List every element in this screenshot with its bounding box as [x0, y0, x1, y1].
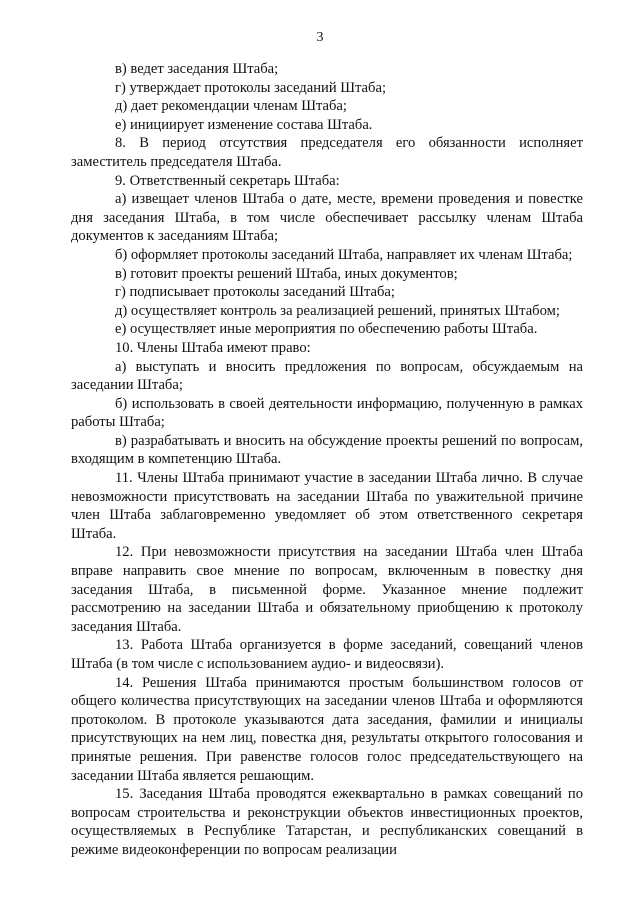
- paragraph-9-b: б) оформляет протоколы заседаний Штаба, направляет их членам Штаба;: [115, 246, 573, 263]
- paragraph-9-e: е) осуществляет иные мероприятия по обеспечению работы Штаба.: [115, 321, 538, 338]
- paragraph-9-a: а) извещает членов Штаба о дате, месте, времени проведения и повестке дня заседания Штаба, в том числе обеспечивает рассылку членам Штаба документов к заседаниям Штаба;: [71, 191, 583, 245]
- paragraph-14: 14. Решения Штаба принимаются простым большинством голосов от общего количества присутствующих на заседании членов Штаба и оформляются протоколом. В протоколе указываются дата заседания, фамилии и инициалы присутствующих на нем лиц, повестка дня, результаты открытого голосования и принятые решения. При равенстве голосов голос председательствующего на заседании Штаба является решающим.: [71, 674, 583, 784]
- paragraph-13: 13. Работа Штаба организуется в форме заседаний, совещаний членов Штаба (в том числе с использованием аудио- и видеосвязи).: [71, 637, 583, 672]
- paragraph-8: 8. В период отсутствия председателя его обязанности исполняет заместитель председателя Штаба.: [71, 135, 583, 170]
- document-body: [71, 60, 583, 860]
- paragraph-item-d: д) дает рекомендации членам Штаба;: [115, 98, 347, 115]
- paragraph-9: 9. Ответственный секретарь Штаба:: [115, 172, 340, 189]
- paragraph-item-g: г) утверждает протоколы заседаний Штаба;: [115, 79, 386, 96]
- paragraph-11: 11. Члены Штаба принимают участие в заседании Штаба лично. В случае невозможности присутствовать на заседании Штаба по уважительной причине член Штаба заблаговременно уведомляет об этом ответственного секретаря Штаба.: [71, 470, 583, 542]
- paragraph-12: 12. При невозможности присутствия на заседании Штаба член Штаба вправе направить свое мнение по вопросам, включенным в повестку дня заседания Штаба, в письменной форме. Указанное мнение подлежит рассмотрению на заседании Штаба и обязательному приобщению к протоколу заседания Штаба.: [71, 544, 583, 635]
- paragraph-9-d: д) осуществляет контроль за реализацией решений, принятых Штабом;: [115, 302, 560, 319]
- page-number: 3: [316, 30, 324, 45]
- paragraph-item-v: в) ведет заседания Штаба;: [115, 61, 279, 77]
- paragraph-15: 15. Заседания Штаба проводятся ежеквартально в рамках совещаний по вопросам строительства и реконструкции объектов инвестиционных проектов, осуществляемых в Республике Татарстан, и республиканских совещаний в режиме видеоконференции по вопросам реализации: [71, 786, 583, 858]
- paragraph-item-e: е) инициирует изменение состава Штаба.: [115, 116, 373, 133]
- paragraph-10-a: а) выступать и вносить предложения по вопросам, обсуждаемым на заседании Штаба;: [71, 358, 583, 394]
- paragraph-9-g: г) подписывает протоколы заседаний Штаба;: [115, 284, 395, 301]
- paragraph-10-v: в) разрабатывать и вносить на обсуждение проекты решений по вопросам, входящим в компетенцию Штаба.: [71, 432, 583, 468]
- paragraph-10-b: б) использовать в своей деятельности информацию, полученную в рамках работы Штаба;: [71, 395, 583, 431]
- paragraph-9-v: в) готовит проекты решений Штаба, иных документов;: [115, 265, 458, 282]
- paragraph-10: 10. Члены Штаба имеют право:: [115, 339, 311, 356]
